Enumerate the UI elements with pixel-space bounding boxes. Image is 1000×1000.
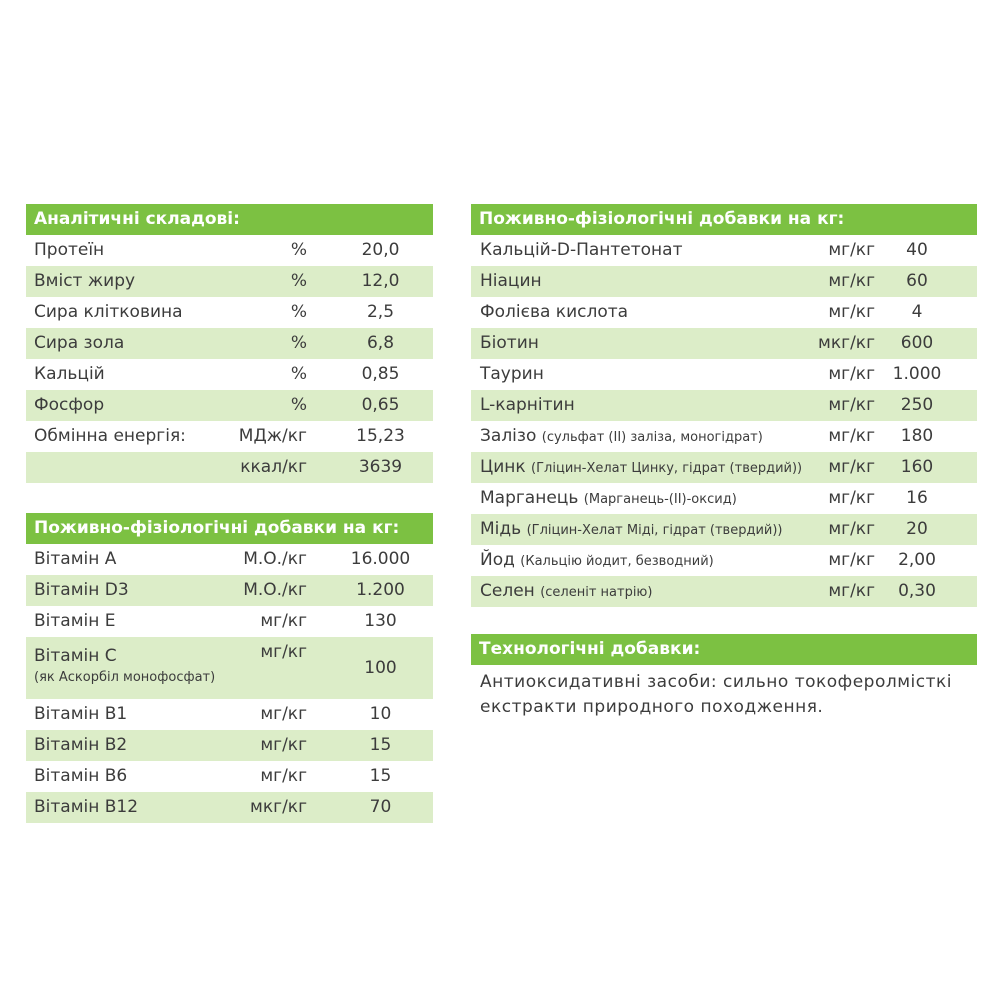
row-value: 40: [906, 240, 928, 260]
row-value: 16.000: [350, 549, 411, 569]
row-unit: %: [290, 271, 307, 291]
row-name-text: Обмінна енергія:: [34, 426, 186, 446]
row-name-text: Мідь: [480, 519, 522, 539]
row-name: [34, 390, 104, 421]
row-value: 70: [369, 797, 392, 817]
row-name-text: Вміст жиру: [34, 271, 136, 291]
table-row: [471, 514, 977, 545]
table-row: [26, 266, 433, 297]
row-value: 0,30: [898, 581, 936, 601]
row-name-detail: (Гліцин-Хелат Цинку, гідрат (твердий)): [531, 461, 803, 476]
table-row: [471, 483, 977, 514]
row-name-detail: (Гліцин-Хелат Міді, гідрат (твердий)): [526, 523, 783, 538]
row-name-text: Кальцій-D-Пантетонат: [480, 240, 683, 260]
row-name-detail: (селеніт натрію): [540, 585, 653, 600]
row-name-text: Таурин: [480, 364, 544, 384]
row-name-text: Вітамін E: [34, 611, 116, 631]
row-name-text: Фосфор: [34, 395, 105, 415]
row-value: 60: [906, 271, 928, 291]
table-row: [26, 575, 433, 606]
row-value: 20,0: [361, 240, 400, 260]
row-unit: мг/кг: [828, 519, 875, 539]
row-name: [34, 544, 116, 575]
row-name-text: Селен: [480, 581, 535, 601]
table-row: [26, 297, 433, 328]
row-unit: мг/кг: [828, 240, 875, 260]
row-value: 0,85: [361, 364, 400, 384]
table-row: [471, 235, 977, 266]
row-name-text: Сира клітковина: [34, 302, 183, 322]
row-unit: МДж/кг: [238, 426, 307, 446]
row-name-text: Вітамін B12: [34, 797, 139, 817]
row-unit: %: [290, 333, 307, 353]
row-name: [34, 328, 124, 359]
row-name-text: Вітамін B2: [34, 735, 128, 755]
row-unit: мг/кг: [828, 457, 875, 477]
table-row: [26, 544, 433, 575]
row-name-text: Вітамін B1: [34, 704, 128, 724]
row-unit: мг/кг: [260, 642, 307, 662]
nutritional-additives-header: Поживно-фізіологічні добавки на кг:: [471, 204, 977, 235]
row-unit: мкг/кг: [818, 333, 875, 353]
technological-line-2: екстракти природного походження.: [480, 697, 824, 717]
row-value: 20: [906, 519, 928, 539]
row-unit: %: [290, 240, 307, 260]
row-value: 100: [364, 658, 397, 678]
analytical-rows: [26, 235, 433, 483]
row-name: [480, 390, 575, 421]
technological-line-1: Антиоксидативні засоби: сильно токоферолмісткі: [480, 672, 953, 692]
table-row: [471, 576, 977, 607]
row-name-detail: (Кальцію йодит, безводний): [520, 554, 714, 569]
row-unit: мг/кг: [828, 271, 875, 291]
row-unit: %: [290, 364, 307, 384]
row-name-text: Марганець: [480, 488, 579, 508]
row-name: [480, 452, 802, 484]
row-value: 0,65: [361, 395, 400, 415]
table-row: [26, 699, 433, 730]
row-value: 3639: [358, 457, 403, 477]
row-value: 250: [900, 395, 934, 415]
nutritional-additives-rows: [471, 235, 977, 607]
row-unit: мг/кг: [260, 735, 307, 755]
row-name-text: L-карнітин: [480, 395, 575, 415]
row-name: [34, 359, 105, 390]
row-name: [34, 575, 129, 606]
table-row: [26, 452, 433, 483]
row-name: [34, 297, 183, 328]
technological-additives-text: [471, 665, 977, 720]
row-value: 160: [900, 457, 934, 477]
row-name: [480, 514, 783, 546]
row-name: [480, 235, 683, 266]
table-row: [26, 730, 433, 761]
row-name-text: Вітамін C: [34, 646, 117, 666]
row-value: 1.200: [356, 580, 405, 600]
row-value: 15: [369, 735, 392, 755]
table-row: [26, 328, 433, 359]
row-name: [480, 545, 714, 577]
row-value: 2,5: [366, 302, 395, 322]
row-name: [34, 266, 135, 297]
row-name: [34, 699, 127, 730]
row-value: 15,23: [356, 426, 405, 446]
table-row: [26, 390, 433, 421]
row-value: 1.000: [892, 364, 942, 384]
row-value: 6,8: [366, 333, 395, 353]
row-name: [480, 483, 737, 515]
row-name-text: Ніацин: [480, 271, 542, 291]
row-name: [480, 266, 542, 297]
row-name-text: Йод: [480, 550, 515, 570]
technological-additives-header: Технологічні добавки:: [471, 634, 977, 665]
row-name-text: Протеїн: [34, 240, 105, 260]
row-unit: мг/кг: [828, 395, 875, 415]
row-name-text: Вітамін D3: [34, 580, 129, 600]
row-name-detail: (як Аскорбіл монофосфат): [34, 670, 216, 685]
analytical-components-table: [26, 204, 433, 483]
row-name: [34, 761, 127, 792]
table-row: [471, 545, 977, 576]
row-name: [34, 730, 127, 761]
row-name-text: Біотин: [480, 333, 539, 353]
table-row: [471, 297, 977, 328]
row-value: 180: [900, 426, 934, 446]
row-name: [34, 606, 116, 637]
table-row: [26, 637, 433, 699]
row-value: 600: [900, 333, 934, 353]
vitamins-rows: [26, 544, 433, 823]
row-unit: мг/кг: [260, 704, 307, 724]
row-name-text: Цинк: [480, 457, 526, 477]
row-value: 130: [364, 611, 397, 631]
row-name-text: Залізо: [480, 426, 537, 446]
row-value: 15: [369, 766, 392, 786]
row-name: [480, 297, 628, 328]
analytical-components-header: Аналітичні складові:: [26, 204, 433, 235]
table-row: [471, 359, 977, 390]
row-name: [34, 792, 138, 823]
row-value: 4: [911, 302, 923, 322]
row-name-text: Вітамін B6: [34, 766, 128, 786]
table-row: [26, 359, 433, 390]
row-unit: мг/кг: [828, 488, 875, 508]
table-row: [26, 761, 433, 792]
row-unit: мг/кг: [828, 426, 875, 446]
row-unit: мкг/кг: [250, 797, 307, 817]
row-value: 16: [906, 488, 928, 508]
row-name-text: Кальцій: [34, 364, 105, 384]
row-unit: М.О./кг: [243, 549, 307, 569]
technological-additives-section: [471, 634, 977, 720]
row-name: [480, 359, 544, 390]
row-value: 10: [369, 704, 392, 724]
row-name-detail: (сульфат (II) заліза, моногідрат): [541, 430, 763, 445]
row-name-text: Сира зола: [34, 333, 125, 353]
row-name: [34, 235, 104, 266]
table-row: [26, 421, 433, 452]
row-name: [480, 576, 652, 608]
table-row: [26, 235, 433, 266]
table-row: [471, 421, 977, 452]
row-name: [480, 328, 539, 359]
table-row: [471, 390, 977, 421]
row-value: 2,00: [898, 550, 936, 570]
row-unit: мг/кг: [260, 611, 307, 631]
table-row: [471, 452, 977, 483]
row-unit: М.О./кг: [243, 580, 307, 600]
row-unit: мг/кг: [828, 581, 875, 601]
table-row: [471, 328, 977, 359]
row-unit: мг/кг: [828, 302, 875, 322]
row-name-detail: (Марганець-(II)-оксид): [583, 492, 737, 507]
vitamins-header: Поживно-фізіологічні добавки на кг:: [26, 513, 433, 544]
row-name-text: Вітамін A: [34, 549, 117, 569]
vitamins-table: [26, 513, 433, 823]
table-row: [471, 266, 977, 297]
row-unit: %: [290, 395, 307, 415]
row-value: 12,0: [361, 271, 400, 291]
row-unit: %: [290, 302, 307, 322]
table-row: [26, 792, 433, 823]
row-unit: мг/кг: [828, 550, 875, 570]
row-unit: ккал/кг: [240, 457, 307, 477]
row-name: [34, 421, 186, 452]
row-unit: мг/кг: [828, 364, 875, 384]
nutritional-additives-table: [471, 204, 977, 607]
row-name: [480, 421, 763, 453]
row-unit: мг/кг: [260, 766, 307, 786]
row-name-text: Фолієва кислота: [480, 302, 629, 322]
